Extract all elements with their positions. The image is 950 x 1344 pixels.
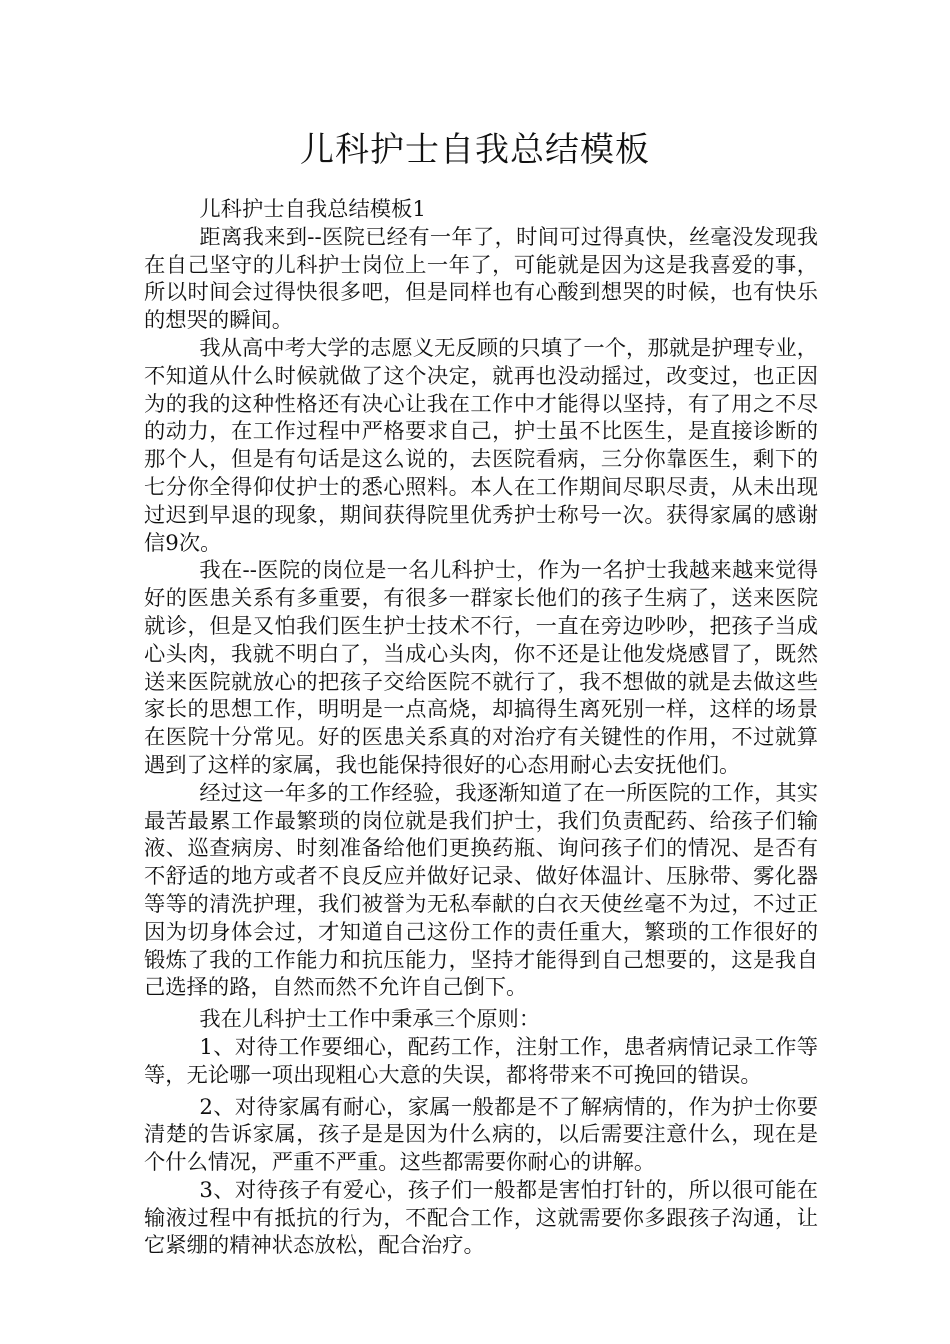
principles-intro: 我在儿科护士工作中秉承三个原则：	[199, 1007, 541, 1033]
paragraph: 距离我来到--医院已经有一年了，时间可过得真快，丝毫没发现我在自己坚守的儿科护士岗位上一年了，可能就是因为这是我喜爱的事，所以时间会过得快很多吧，但是同样也有心酸到想哭的时候，也有快乐的想哭的瞬间。	[144, 224, 818, 334]
document-body	[144, 196, 818, 1260]
paragraph: 我从高中考大学的志愿义无反顾的只填了一个，那就是护理专业，不知道从什么时候就做了这个决定，就再也没动摇过，改变过，也正因为的我的这种性格还有决心让我在工作中才能得以坚持，有了用之不尽的动力，在工作过程中严格要求自己，护士虽不比医生，是直接诊断的那个人，但是有句话是这么说的，去医院看病，三分你靠医生，剩下的七分你全得仰仗护士的悉心照料。本人在工作期间尽职尽责，从未出现过迟到早退的现象，期间获得院里优秀护士称号一次。获得家属的感谢信9次。	[144, 335, 818, 556]
document-title: 儿科护士自我总结模板	[300, 130, 650, 170]
principle-item: 3、对待孩子有爱心，孩子们一般都是害怕打针的，所以很可能在输液过程中有抵抗的行为，不配合工作，这就需要你多跟孩子沟通，让它紧绷的精神状态放松，配合治疗。	[144, 1177, 818, 1259]
section-heading: 儿科护士自我总结模板1	[199, 197, 426, 222]
principle-item: 1、对待工作要细心，配药工作，注射工作，患者病情记录工作等等，无论哪一项出现粗心大意的失误，都将带来不可挽回的错误。	[144, 1034, 818, 1088]
paragraph: 我在--医院的岗位是一名儿科护士，作为一名护士我越来越来觉得好的医患关系有多重要，有很多一群家长他们的孩子生病了，送来医院就诊，但是又怕我们医生护士技术不行，一直在旁边吵吵，把孩子当成心头肉，我就不明白了，当成心头肉，你不还是让他发烧感冒了，既然送来医院就放心的把孩子交给医院不就行了，我不想做的就是去做这些家长的思想工作，明明是一点高烧，却搞得生离死别一样，这样的场景在医院十分常见。好的医患关系真的对治疗有关键性的作用，不过就算遇到了这样的家属，我也能保持很好的心态用耐心去安抚他们。	[144, 558, 818, 778]
paragraph: 经过这一年多的工作经验，我逐渐知道了在一所医院的工作，其实最苦最累工作最繁琐的岗位就是我们护士，我们负责配药、给孩子们输液、巡查病房、时刻准备给他们更换药瓶、询问孩子们的情况、是否有不舒适的地方或者不良反应并做好记录、做好体温计、压脉带、雾化器等等的清洗护理，我们被誉为无私奉献的白衣天使丝毫不为过，不过正因为切身体会过，才知道自己这份工作的责任重大，繁琐的工作很好的锻炼了我的工作能力和抗压能力，坚持才能得到自己想要的，这是我自己选择的路，自然而然不允许自己倒下。	[144, 780, 818, 1001]
principle-item: 2、对待家属有耐心，家属一般都是不了解病情的，作为护士你要清楚的告诉家属，孩子是是因为什么病的，以后需要注意什么，现在是个什么情况，严重不严重。这些都需要你耐心的讲解。	[144, 1094, 818, 1176]
